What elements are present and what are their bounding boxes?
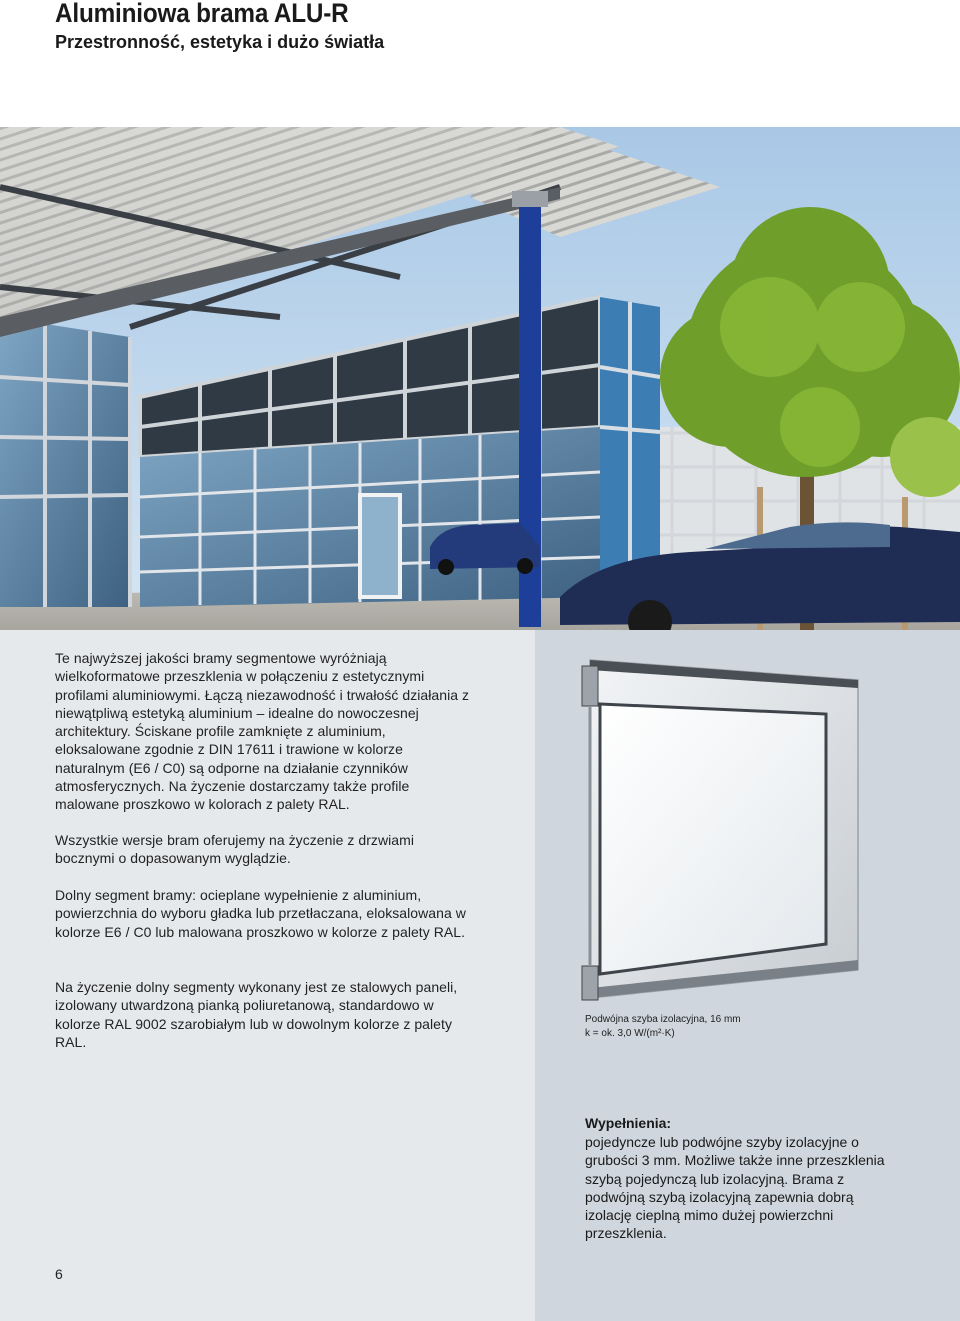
hero-photo-illustration <box>0 127 960 630</box>
page-subtitle: Przestronność, estetyka i dużo światła <box>55 32 385 52</box>
fillings-text: pojedyncze lub podwójne szyby izolacyjne o grubości 3 mm. Możliwe także inne przeszklenia szybą pojedynczą lub izolacyjną. Brama z podwójną szybą izolacyjną zapewnia dobrą izolację cieplną mimo dużej powierzchni przeszklenia. <box>585 1134 885 1242</box>
page-number: 6 <box>55 1266 63 1282</box>
caption-line-2: k = ok. 3,0 W/(m²·K) <box>585 1028 675 1039</box>
bottom-segment-paragraph: Dolny segment bramy: ocieplane wypełnienie z aluminium, powierzchnia do wyboru gładka lub przetłaczana, eloksalowana w kolorze E6 / C0 lub malowana proszkowo w kolorze z palety RAL. <box>55 887 466 940</box>
hero-photo-car-dealership <box>0 127 960 630</box>
fillings-heading: Wypełnienia: <box>585 1115 672 1131</box>
caption-line-1: Podwójna szyba izolacyjna, 16 mm <box>585 1014 741 1025</box>
door-profile-cross-section-image <box>578 652 863 1004</box>
intro-paragraph: Te najwyższej jakości bramy segmentowe wyróżniają wielkoformatowe przeszklenia w połączeniu z estetycznymi profilami aluminiowymi. Łączą niezawodność i trwałość działania z niewątpliwą estetyką aluminium – idealne do nowoczesnej architektury. Ściskane profile zamknięte z aluminium, eloksalowane zgodnie z DIN 17611 i trawione w kolorze naturalnym (E6 / C0) są odporne na działanie czynników atmosferycznych. Na życzenie dostarczamy także profile malowane proszkowo w kolorach z palety RAL. <box>55 650 470 813</box>
side-doors-paragraph: Wszystkie wersje bram oferujemy na życzenie z drzwiami bocznymi o dopasowanym wyglądzie. <box>55 832 415 867</box>
profile-caption <box>585 1013 885 1041</box>
page-title: Aluminiowa brama ALU-R <box>55 0 349 28</box>
steel-panel-paragraph: Na życzenie dolny segmenty wykonany jest ze stalowych paneli, izolowany utwardzoną pianką poliuretanową, standardowo w kolorze RAL 9002 szarobiałym lub w dowolnym kolorze z palety RAL. <box>55 979 458 1050</box>
